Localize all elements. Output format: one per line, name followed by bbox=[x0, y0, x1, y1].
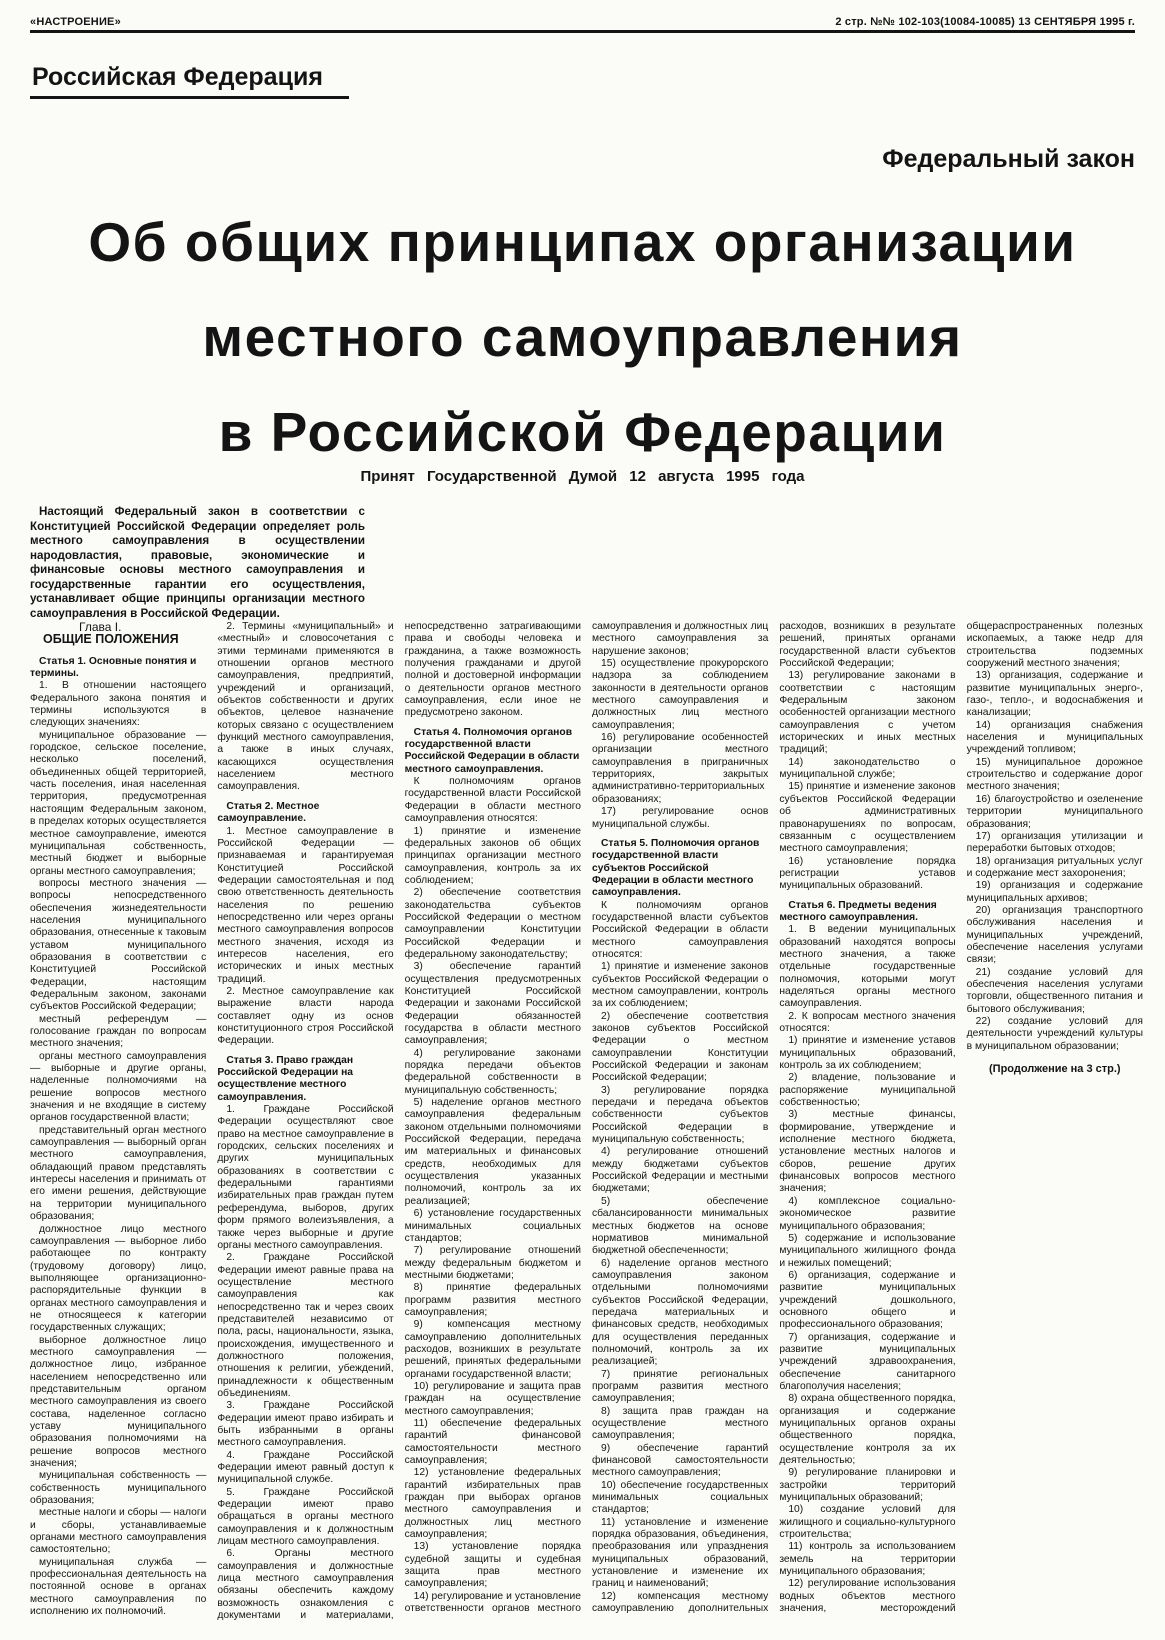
section-rubric: Российская Федерация bbox=[30, 63, 349, 99]
law-paragraph: 15) принятие и изменение законов субъектов Российской Федерации об административных правонарушениях по вопросам, связанным с осуществлением местного самоуправления; bbox=[779, 781, 956, 855]
article-heading: Статья 6. Предметы ведения местного самоуправления. bbox=[779, 899, 937, 923]
law-paragraph: 9) обеспечение гарантий финансовой самостоятельности местного самоуправления; bbox=[591, 1442, 769, 1479]
law-paragraph: муниципальная собственность — собственность муниципального образования; bbox=[30, 1470, 207, 1507]
law-paragraph: органы местного самоуправления — выборные и другие органы, наделенные полномочиями на решение вопросов местного значения и не входящие в систему органов государственной власти; bbox=[30, 1050, 207, 1124]
law-paragraph: 2. Местное самоуправление как выражение власти народа составляет одну из основ конституционного строя Российской Федерации. bbox=[217, 985, 394, 1047]
law-paragraph: 3. Граждане Российской Федерации имеют право избирать и быть избранными в органы местного самоуправления. bbox=[217, 1400, 394, 1449]
title-line-1: Об общих принципах организации bbox=[88, 211, 1077, 273]
article-heading: Статья 2. Местное самоуправление. bbox=[217, 800, 320, 825]
law-paragraph: 3) обеспечение гарантий осуществления предусмотренных Конституцией Российской Федерации и законами Российской Федерации обязанностей государства в области местного самоуправления; bbox=[404, 961, 581, 1047]
law-paragraph: 11) установление и изменение порядка образования, объединения, преобразования или упразднения муниципальных образований, установление и изменение их границ и наименований; bbox=[591, 1516, 769, 1590]
title-line-2: местного самоуправления bbox=[202, 306, 963, 368]
law-body bbox=[30, 505, 1143, 1625]
law-paragraph: 22) создание условий для деятельности учреждений культуры в муниципальном образовании; bbox=[966, 1016, 1143, 1052]
law-paragraph: 17) организация утилизации и переработки бытовых отходов; bbox=[966, 830, 1143, 855]
law-paragraph: 10) регулирование и защита прав граждан на осуществление местного самоуправления; bbox=[404, 1380, 581, 1417]
law-paragraph: 11) контроль за использованием земель на территории муниципального образования; bbox=[779, 1541, 956, 1578]
article-heading: Статья 5. Полномочия органов государственной власти субъектов Российской Федерации в области местного самоуправления. bbox=[591, 837, 760, 899]
law-paragraph: представительный орган местного самоуправления — выборный орган местного самоуправления, обладающий правом представлять интересы населения и принимать от его имени решения, действующие на территории муниципального образования; bbox=[30, 1124, 207, 1223]
adoption-line: Принят Государственной Думой 12 августа 1995 года bbox=[360, 468, 805, 485]
law-paragraph: 5) обеспечение сбалансированности минимальных местных бюджетов на основе нормативов минимальной бюджетной обеспеченности; bbox=[591, 1195, 769, 1257]
law-paragraph: 20) организация транспортного обслуживания населения и муниципальных учреждений, обеспечение населения услугами связи; bbox=[966, 904, 1143, 966]
law-paragraph: 12) регулирование использования водных объектов местного значения, месторождений общераспространенных полезных ископаемых, а также недр для строительства подземных сооружений местного значения; bbox=[779, 621, 1143, 1615]
issue-info: 2 стр. №№ 102-103(10084-10085) 13 СЕНТЯБРЯ 1995 г. bbox=[835, 16, 1135, 28]
law-paragraph: 7) регулирование отношений между федеральным бюджетом и местными бюджетами; bbox=[404, 1245, 581, 1281]
law-paragraph: 11) обеспечение федеральных гарантий финансовой самостоятельности местного самоуправления; bbox=[404, 1418, 581, 1467]
law-paragraph: 8) защита прав граждан на осуществление местного самоуправления; bbox=[591, 1405, 769, 1442]
title-line-3: в Российской Федерации bbox=[218, 401, 947, 463]
article-heading: Статья 3. Право граждан Российской Федерации на осуществление местного самоуправления. bbox=[217, 1054, 354, 1103]
law-paragraph: 3) местные финансы, формирование, утверждение и исполнение местного бюджета, установление местных налогов и сборов, решение других финансовых вопросов местного значения; bbox=[779, 1109, 956, 1195]
law-paragraph: 7) принятие региональных программ развития местного самоуправления; bbox=[591, 1368, 769, 1405]
law-paragraph: 4) комплексное социально-экономическое развитие муниципального образования; bbox=[779, 1195, 956, 1232]
law-paragraph: 4. Граждане Российской Федерации имеют равный доступ к муниципальной службе. bbox=[217, 1449, 394, 1486]
law-paragraph: 8) охрана общественного порядка, организация и содержание муниципальных органов охраны общественного порядка, осуществление контроля за их деятельностью; bbox=[779, 1393, 956, 1467]
law-paragraph: 2. Термины «муниципальный» и «местный» и словосочетания с этими терминами применяются в отношении органов местного самоуправления, предприятий, учреждений и организаций, объектов собственности и других объектов, целевое назначение которых связано с осуществлением функций местного самоуправления, а также в иных случаях, касающихся осуществления населением местного самоуправления. bbox=[217, 621, 394, 793]
law-paragraph: муниципальное образование — городское, сельское поселение, несколько поселений, объединенных общей территорией, часть поселения, иная населенная территория, предусмотренная настоящим Федеральным законом, в пределах которых осуществляется местное самоуправление, имеются муниципальная собственность, местный бюджет и выборные органы местного самоуправления; bbox=[30, 729, 207, 877]
law-paragraph: 15) осуществление прокурорского надзора за соблюдением законности в деятельности органов местного самоуправления и должностных лиц местного самоуправления; bbox=[591, 658, 769, 731]
law-type: Федеральный закон bbox=[882, 145, 1135, 173]
law-paragraph: К полномочиям органов государственной власти Российской Федерации в области местного самоуправления относятся: bbox=[404, 776, 581, 825]
law-paragraph: 2) обеспечение соответствия законов субъектов Российской Федерации о местном самоуправлении Конституции Российской Федерации и законам Российской Федерации; bbox=[591, 1010, 769, 1084]
law-paragraph: 13) регулирование законами в соответствии с настоящим Федеральным законом особенностей организации местного самоуправления с учетом исторических и иных местных традиций; bbox=[779, 670, 956, 756]
law-paragraph: 16) регулирование особенностей организации местного самоуправления в приграничных территориях, закрытых административно-территориальных образованиях; bbox=[591, 732, 769, 805]
law-paragraph: 14) регулирование и установление ответственности органов местного самоуправления и должностных лиц местного самоуправления за нарушение законов; bbox=[404, 621, 769, 1615]
law-paragraph: 6) организация, содержание и развитие муниципальных учреждений дошкольного, основного общего и профессионального образования; bbox=[779, 1269, 956, 1331]
law-paragraph: 1. Местное самоуправление в Российской Федерации — признаваемая и гарантируемая Конституцией Российской Федерации самостоятельная и под свою ответственность деятельность населения по решению непосредственно или через органы местного самоуправления вопросов местного значения, исходя из интересов населения, его исторических и иных местных традиций. bbox=[217, 825, 394, 985]
law-paragraph: 14) организация снабжения населения и муниципальных учреждений топливом; bbox=[966, 719, 1143, 756]
law-paragraph: 1. В отношении настоящего Федерального закона понятия и термины используются в следующих значениях: bbox=[30, 680, 207, 729]
law-paragraph: 6) установление государственных минимальных социальных стандартов; bbox=[404, 1208, 581, 1244]
law-title bbox=[0, 195, 1165, 480]
law-paragraph: 6) наделение органов местного самоуправления законом отдельными полномочиями субъектов Российской Федерации, передача материальных и финансовых средств, необходимых для осуществления переданных полномочий, контроль за их реализацией; bbox=[591, 1257, 769, 1368]
law-paragraph: 13) установление порядка судебной защиты и судебная защита прав местного самоуправления; bbox=[404, 1541, 581, 1590]
law-paragraph: 15) муниципальное дорожное строительство и содержание дорог местного значения; bbox=[966, 756, 1143, 793]
law-paragraph: 10) обеспечение государственных минимальных социальных стандартов; bbox=[591, 1479, 769, 1516]
law-paragraph: 5) наделение органов местного самоуправления федеральным законом отдельными полномочиями Российской Федерации, передача им материальных и финансовых средств, необходимых для осуществления указанных полномочий, контроль за их реализацией; bbox=[404, 1097, 581, 1207]
law-paragraph: 16) благоустройство и озеленение территории муниципального образования; bbox=[966, 793, 1143, 830]
law-paragraph: 4) регулирование отношений между бюджетами субъектов Российской Федерации и местными бюджетами; bbox=[591, 1146, 769, 1195]
law-paragraph: 21) создание условий для обеспечения населения услугами торговли, общественного питания и бытового обслуживания; bbox=[966, 966, 1143, 1015]
law-paragraph: 7) организация, содержание и развитие муниципальных учреждений здравоохранения, обеспечение санитарного благополучия населения; bbox=[779, 1331, 956, 1392]
law-paragraph: 5) содержание и использование муниципального жилищного фонда и нежилых помещений; bbox=[779, 1232, 956, 1269]
article-heading: Статья 1. Основные понятия и термины. bbox=[30, 655, 197, 680]
law-paragraph: 12) компенсация местному самоуправлению дополнительных расходов, возникших в результате решений, принятых органами государственной власти субъектов Российской Федерации; bbox=[591, 621, 956, 1615]
law-paragraph: вопросы местного значения — вопросы непосредственного обеспечения жизнедеятельности населения муниципального образования, отнесенные к таковым уставом муниципального образования в соответствии с Конституцией Российской Федерации, настоящим Федеральным законом, законами субъектов Российской Федерации; bbox=[30, 877, 207, 1013]
article-heading: Статья 4. Полномочия органов государственной власти Российской Федерации в области местного самоуправления. bbox=[404, 726, 580, 775]
law-paragraph: 1. В ведении муниципальных образований находятся вопросы местного значения, а также отдельные государственные полномочия, которыми могут наделяться органы местного самоуправления. bbox=[779, 924, 956, 1010]
law-paragraph: выборное должностное лицо местного самоуправления — должностное лицо, избранное населением непосредственно или представительным органом местного самоуправления из своего состава, наделенное согласно уставу муниципального образования полномочиями на решение вопросов местного значения; bbox=[30, 1334, 207, 1470]
law-paragraph: местные налоги и сборы — налоги и сборы, устанавливаемые органами местного самоуправления самостоятельно; bbox=[30, 1507, 207, 1556]
law-paragraph: муниципальная служба — профессиональная деятельность на постоянной основе в органах местного самоуправления по исполнению их полномочий. bbox=[30, 1556, 207, 1618]
newspaper-name: «НАСТРОЕНИЕ» bbox=[30, 16, 121, 28]
law-paragraph: 2) владение, пользование и распоряжение муниципальной собственностью; bbox=[779, 1072, 956, 1109]
law-paragraph: 2. Граждане Российской Федерации имеют равные права на осуществление местного самоуправления как непосредственно так и через своих представителей независимо от пола, расы, национальности, языка, происхождения, имущественного и должностного положения, отношения к религии, убеждений, принадлежности к общественным объединениям. bbox=[217, 1252, 394, 1399]
running-header bbox=[30, 16, 1135, 33]
chapter-heading bbox=[30, 621, 206, 646]
law-paragraph: К полномочиям органов государственной власти субъектов Российской Федерации в области местного самоуправления относятся: bbox=[591, 899, 769, 960]
chapter-number: Глава I. bbox=[79, 620, 122, 634]
law-paragraph: 1. Граждане Российской Федерации осуществляют свое право на местное самоуправление в городских, сельских поселениях и других муниципальных образованиях в соответствии с федеральными гарантиями избирательных прав граждан путем референдума, выборов, других форм прямого волеизъявления, а также через выборные и другие органы местного самоуправления. bbox=[217, 1104, 394, 1251]
law-paragraph: 9) регулирование планировки и застройки территорий муниципальных образований; bbox=[779, 1467, 956, 1504]
law-paragraph: 4) регулирование законами порядка передачи объектов федеральной собственности в муниципальную собственность; bbox=[404, 1047, 581, 1096]
law-paragraph: 8) принятие федеральных программ развития местного самоуправления; bbox=[404, 1282, 581, 1318]
law-paragraph: 19) организация и содержание муниципальных архивов; bbox=[966, 880, 1143, 904]
law-paragraph: 17) регулирование основ муниципальной службы. bbox=[591, 806, 769, 830]
law-paragraph: местный референдум — голосование граждан по вопросам местного значения; bbox=[30, 1013, 207, 1050]
law-paragraph: 1) принятие и изменение федеральных законов об общих принципах организации местного самоуправления, контроль за их соблюдением; bbox=[404, 825, 581, 886]
preamble: Настоящий Федеральный закон в соответствии с Конституцией Российской Федерации определяет роль местного самоуправления в осуществлении народовластия, правовые, экономические и финансовые основы местного самоуправления и государственные гарантии его осуществления, устанавливает общие принципы организации местного самоуправления в Российской Федерации. bbox=[30, 505, 365, 620]
law-paragraph: 18) организация ритуальных услуг и содержание мест захоронения; bbox=[966, 855, 1143, 879]
law-paragraph: 14) законодательство о муниципальной службе; bbox=[779, 756, 956, 781]
law-paragraph: 3) регулирование порядка передачи и передача объектов собственности субъектов Российской Федерации в муниципальную собственность; bbox=[591, 1084, 769, 1146]
law-paragraph: 6. Органы местного самоуправления и должностные лица местного самоуправления обязаны обеспечить каждому возможность ознакомления с документами и материалами, непосредственно затрагивающими права и свободы человека и гражданина, а также возможность получения гражданами и другой полной и достоверной информации о деятельности органов местного самоуправления, если иное не предусмотрено законом. bbox=[217, 621, 581, 1622]
law-paragraph: 12) установление федеральных гарантий избирательных прав граждан при выборах органов местного самоуправления и должностных лиц местного самоуправления; bbox=[404, 1467, 581, 1541]
law-paragraph: 2. К вопросам местного значения относятся: bbox=[779, 1010, 956, 1034]
law-paragraph: 13) организация, содержание и развитие муниципальных энерго-, газо-, тепло-, и водоснабжения и канализации; bbox=[966, 670, 1143, 719]
law-paragraph: 16) установление порядка регистрации уставов муниципальных образований. bbox=[779, 855, 956, 892]
law-paragraph: 9) компенсация местному самоуправлению дополнительных расходов, возникших в результате решений, принятых федеральными органами государственной власти; bbox=[404, 1319, 581, 1380]
law-paragraph: 1) принятие и изменение уставов муниципальных образований, контроль за их соблюдением; bbox=[779, 1035, 956, 1072]
law-paragraph: 10) создание условий для жилищного и социально-культурного строительства; bbox=[779, 1504, 956, 1541]
continuation-note: (Продолжение на 3 стр.) bbox=[989, 1063, 1121, 1076]
chapter-name: ОБЩИЕ ПОЛОЖЕНИЯ bbox=[43, 632, 179, 647]
law-paragraph: 5. Граждане Российской Федерации имеют право обращаться в органы местного самоуправления и к должностным лицам местного самоуправления. bbox=[217, 1486, 394, 1548]
law-paragraph: должностное лицо местного самоуправления — выборное либо работающее по контракту (трудовому договору) лицо, выполняющее организационно-распорядительные функции в органах местного самоуправления и не относящееся к категории государственных служащих; bbox=[30, 1223, 207, 1334]
law-paragraph: 1) принятие и изменение законов субъектов Российской Федерации о местном самоуправлении, контроль за их соблюдением; bbox=[591, 961, 769, 1010]
law-paragraph: 2) обеспечение соответствия законодательства субъектов Российской Федерации о местном самоуправлении Конституции Российской Федерации и федеральному законодательству; bbox=[404, 887, 581, 960]
